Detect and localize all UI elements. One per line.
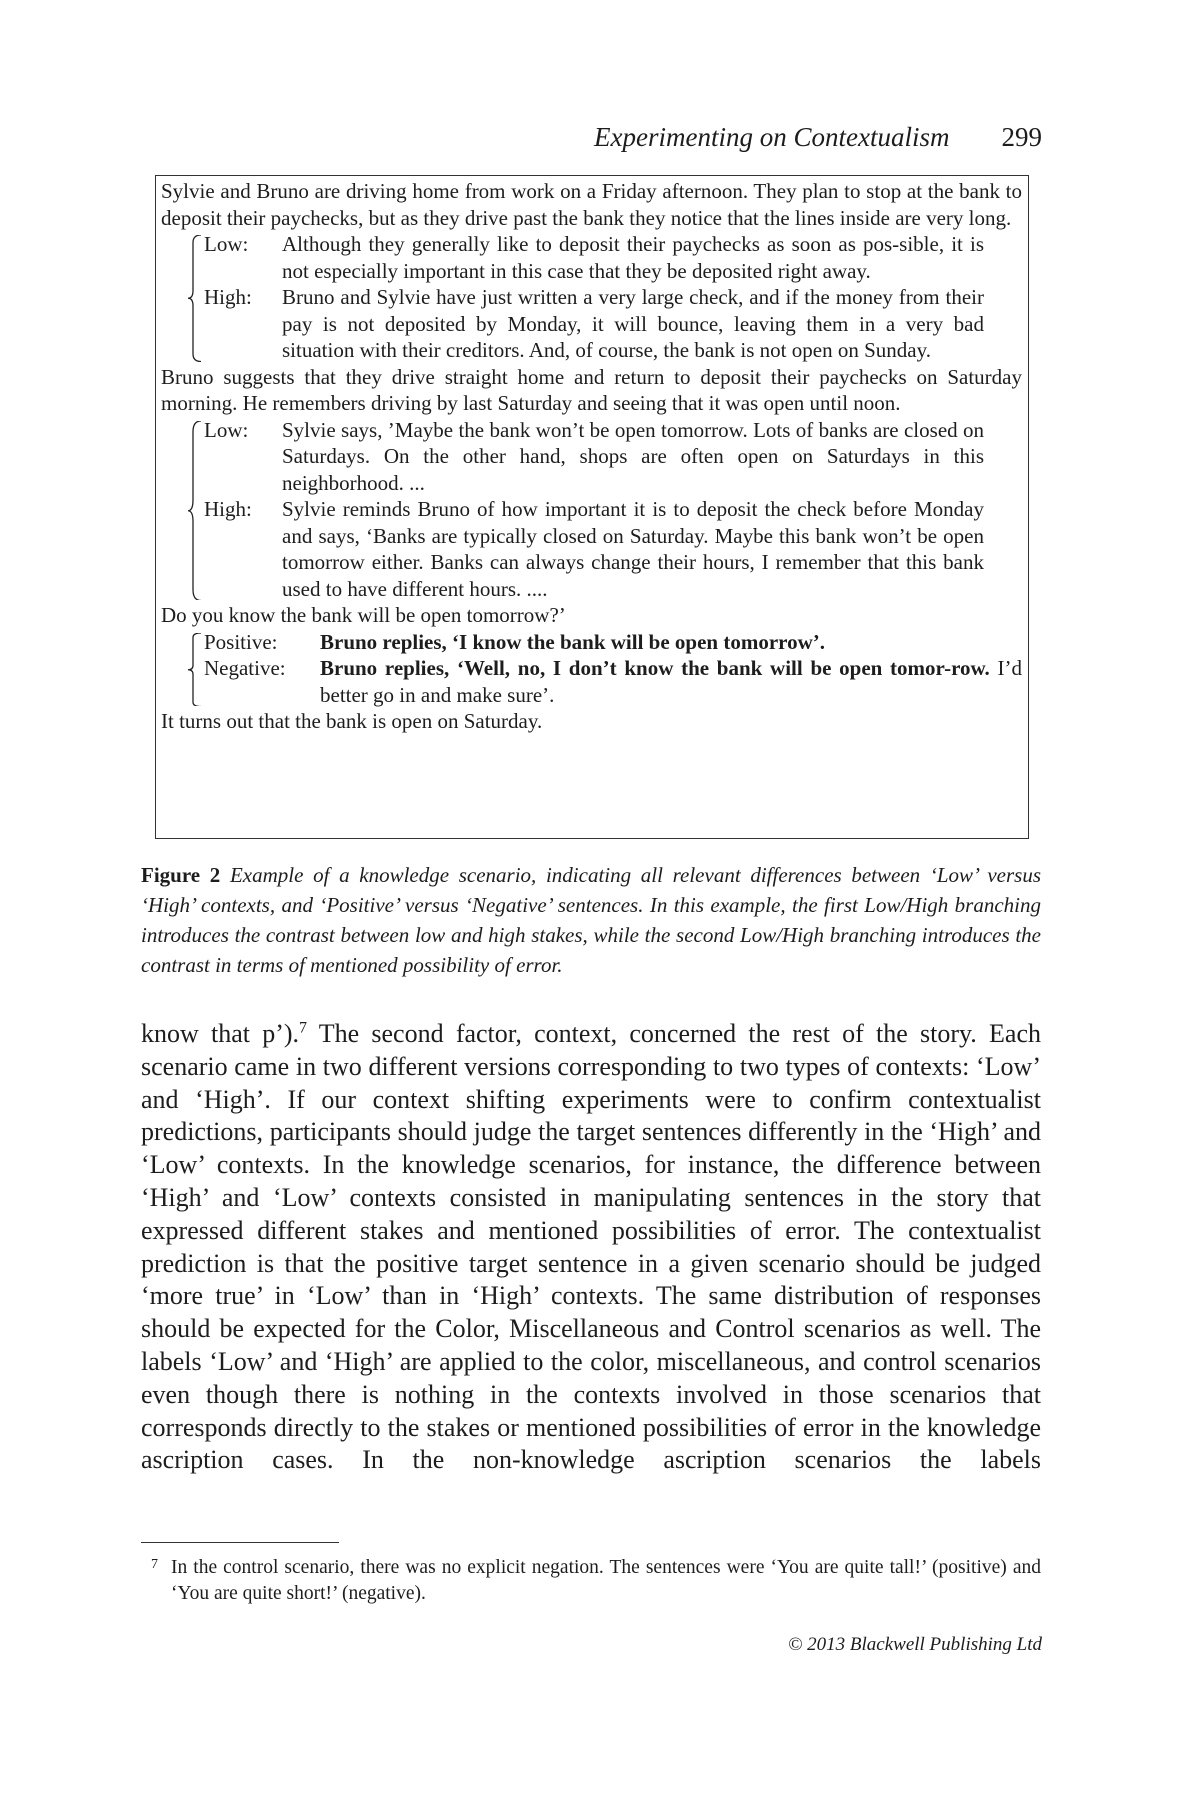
left-brace-icon [187,235,203,362]
body-text-rest: The second factor, context, concerned the rest of the story. Each scenario came in two different versions corresponding to two types of contexts: ‘Low’ and ‘High’. If our context shifting experiments were to confirm contextualist predictions, participants should judge the target sentences differently in the ‘High’ and ‘Low’ contexts. In the knowledge scenarios, for instance, the difference between ‘High’ and ‘Low’ contexts consisted in manipulating sentences in the story that expressed different stakes and mentioned possibilities of error. The contextualist prediction is that the positive target sentence in a given scenario should be judged ‘more true’ in ‘Low’ than in ‘High’ contexts. The same distribution of responses should be expected for the Color, Miscellaneous and Control scenarios as well. The labels ‘Low’ and ‘High’ are applied to the color, miscellaneous, and control scenarios even though there is nothing in the contexts involved in those scenarios that corresponds directly to the stakes or mentioned possibilities of error in the knowledge ascription cases. In the non-knowledge ascription scenarios the labels [141,1019,1041,1475]
copyright-notice: © 2013 Blackwell Publishing Ltd [787,1634,1042,1655]
footnote-divider [141,1542,339,1543]
error-branching [161,417,1022,603]
stakes-branching [161,231,1022,364]
low-stakes-text: Although they generally like to deposit their paychecks as soon as pos-sible, it is not especially important in this case that they be deposited right away. [282,232,984,283]
negative-sentence [320,655,1022,708]
low-label: Low: [204,232,249,256]
positive-row [204,629,1022,656]
figure-label: Figure 2 [141,863,221,887]
low-error-text: Sylvie says, ’Maybe the bank won’t be open tomorrow. Lots of banks are closed on Saturdays. On the other hand, shops are often open on Saturdays in this neighborhood. ... [282,417,984,495]
positive-label: Positive: [204,629,278,654]
low-stakes-row [204,231,1022,284]
high-label: High: [204,497,252,521]
footnote-reference[interactable]: 7 [299,1019,308,1037]
sentence-branching [161,629,1022,709]
figure-2-box [155,175,1029,839]
footnote-number: 7 [151,1557,158,1572]
scenario-question: Do you know the bank will be open tomorrow?’ [161,603,566,627]
negative-row [204,655,1022,708]
scenario-intro: Sylvie and Bruno are driving home from work on a Friday afternoon. They plan to stop at the bank to deposit their paychecks, but as they drive past the bank they notice that the lines inside are very long. [161,179,1022,230]
body-text-start: know that p’). [141,1019,300,1048]
footnote-text: In the control scenario, there was no explicit negation. The sentences were ‘You are quite tall!’ (positive) and ‘You are quite short!’ (negative). [171,1557,1041,1604]
scenario-middle: Bruno suggests that they drive straight home and return to deposit their paychecks on Saturday morning. He remembers driving by last Saturday and seeing that it was open until noon. [161,364,1022,415]
page-number: 299 [1001,122,1042,152]
negative-sentence-bold: Bruno replies, ‘Well, no, I don’t know the bank will be open tomor-row. [320,656,990,680]
low-label: Low: [204,417,249,442]
body-paragraph [141,1018,1041,1477]
running-title: Experimenting on Contextualism [594,122,950,152]
negative-sentence-rest: I’d better go in and make sure’. [320,656,1022,707]
positive-sentence: Bruno replies, ‘I know the bank will be open tomorrow’. [320,629,826,654]
high-stakes-text: Bruno and Sylvie have just written a very large check, and if the money from their pay is not deposited by Monday, it will bounce, leaving them in a very bad situation with their creditors. And, of course, the bank is not open on Sunday. [282,285,984,362]
high-label: High: [204,285,252,309]
figure-caption [141,860,1041,980]
left-brace-icon [187,421,203,601]
footnote-7 [151,1555,1041,1607]
high-error-text: Sylvie reminds Bruno of how important it is to deposit the check before Monday and says, ‘Banks are typically closed on Saturday. Maybe this bank won’t be open tomorrow either. Banks can always change their hours, I remember that this bank used to have different hours. .... [282,497,984,601]
running-header [594,120,1042,154]
scenario-outro: It turns out that the bank is open on Saturday. [161,709,543,733]
left-brace-icon [187,633,203,707]
caption-text: Example of a knowledge scenario, indicating all relevant differences between ‘Low’ versus ‘High’ contexts, and ‘Positive’ versus ‘Negative’ sentences. In this example, the first Low/High branching introduces the contrast between low and high stakes, while the second Low/High branching introduces the contrast in terms of mentioned possibility of error. [141,863,1041,977]
high-error-row [204,496,1022,602]
high-stakes-row [204,284,1022,364]
negative-label: Negative: [204,656,286,680]
low-error-row [204,417,1022,497]
